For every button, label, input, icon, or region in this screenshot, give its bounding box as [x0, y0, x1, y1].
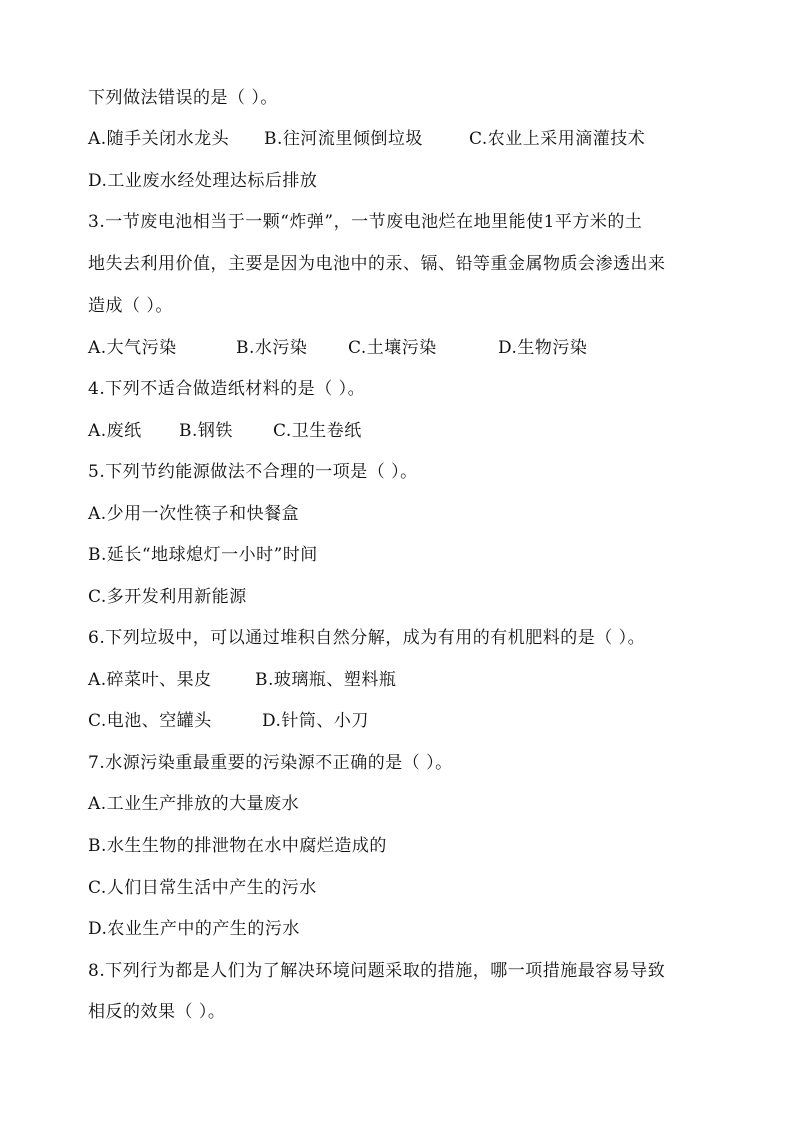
q7-option-b: B.水生生物的排泄物在水中腐烂造成的: [88, 836, 387, 856]
q2-option-a: A.随手关闭水龙头: [88, 129, 230, 149]
q5-option-a: A.少用一次性筷子和快餐盒: [88, 504, 300, 524]
q2-options-row: [88, 128, 645, 150]
q6-options-row-2: [88, 710, 369, 732]
q3-option-d: D.生物污染: [498, 338, 588, 358]
q7-option-a: A.工业生产排放的大量废水: [88, 794, 300, 814]
q6-option-a: A.碎菜叶、果皮: [88, 670, 212, 690]
q3-stem-line-1: 3.一节废电池相当于一颗“炸弹”，一节废电池烂在地里能使1平方米的土: [88, 212, 643, 232]
q6-option-d: D.针筒、小刀: [262, 711, 369, 731]
q2-option-b: B.往河流里倾倒垃圾: [264, 129, 423, 149]
q6-stem: 6.下列垃圾中，可以通过堆积自然分解，成为有用的有机肥料的是（ ）。: [88, 628, 646, 648]
q4-option-a: A.废纸: [88, 421, 142, 441]
q7-option-d: D.农业生产中的产生的污水: [88, 919, 300, 939]
q2-stem: 下列做法错误的是（ ）。: [88, 88, 278, 108]
q3-stem-line-3: 造成（ ）。: [88, 296, 173, 316]
q3-option-c: C.土壤污染: [348, 338, 437, 358]
q4-stem: 4.下列不适合做造纸材料的是（ ）。: [88, 379, 366, 399]
q4-option-b: B.钢铁: [179, 421, 233, 441]
q5-option-c: C.多开发利用新能源: [88, 587, 247, 607]
q6-options-row-1: [88, 669, 396, 691]
q4-options-row: [88, 420, 362, 442]
q2-option-c: C.农业上采用滴灌技术: [469, 129, 646, 149]
q5-stem: 5.下列节约能源做法不合理的一项是（ ）。: [88, 462, 418, 482]
q2-option-d: D.工业废水经处理达标后排放: [88, 171, 318, 191]
q6-option-c: C.电池、空罐头: [88, 711, 212, 731]
q5-option-b: B.延长“地球熄灯一小时”时间: [88, 545, 318, 565]
q7-option-c: C.人们日常生活中产生的污水: [88, 878, 317, 898]
q7-stem: 7.水源污染重最重要的污染源不正确的是（ ）。: [88, 753, 453, 773]
q4-option-c: C.卫生卷纸: [273, 421, 362, 441]
q6-option-b: B.玻璃瓶、塑料瓶: [255, 670, 397, 690]
q8-stem-line-1: 8.下列行为都是人们为了解决环境问题采取的措施，哪一项措施最容易导致: [88, 961, 666, 981]
q8-stem-line-2: 相反的效果（ ）。: [88, 1002, 226, 1022]
q3-option-b: B.水污染: [236, 338, 308, 358]
q3-stem-line-2: 地失去利用价值，主要是因为电池中的汞、镉、铅等重金属物质会渗透出来: [88, 254, 666, 274]
q3-options-row: [88, 337, 587, 359]
q3-option-a: A.大气污染: [88, 338, 177, 358]
